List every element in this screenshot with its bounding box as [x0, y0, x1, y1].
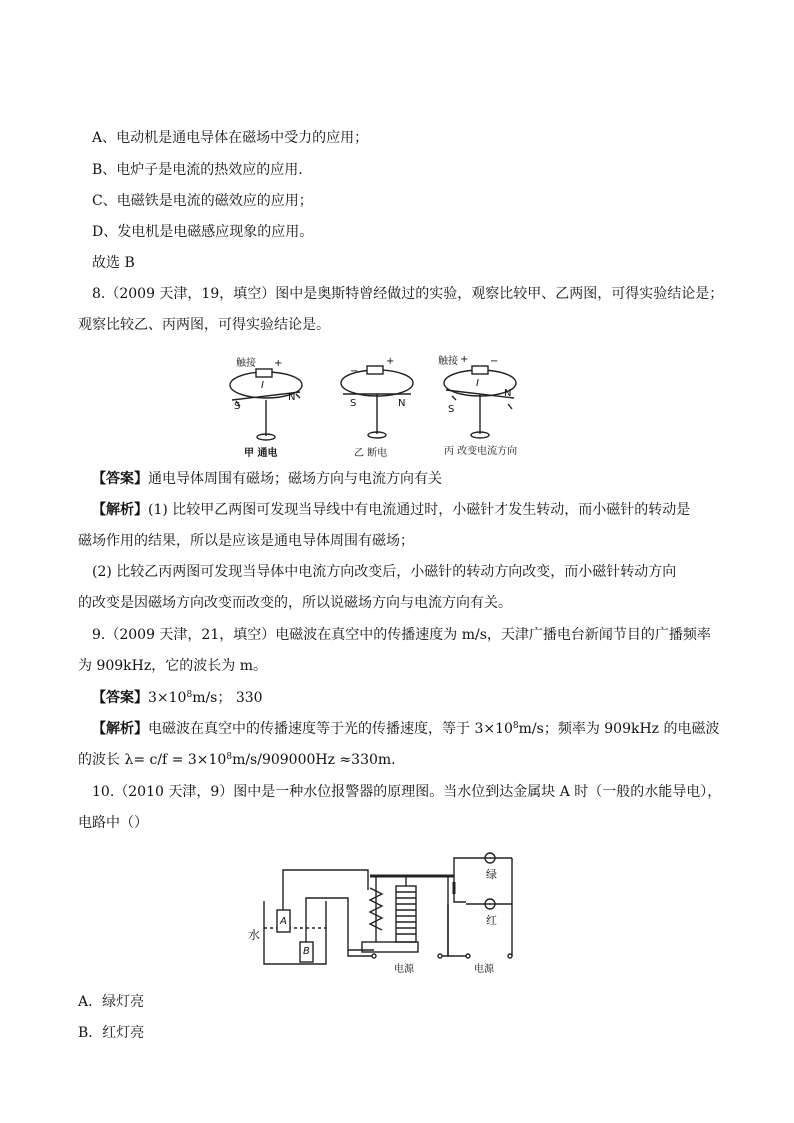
option-line-c: C、电磁铁是电流的磁效应的应用； [92, 193, 313, 209]
q9-analysis2-exp: 8 [226, 752, 233, 762]
fig10-water-label: 水 [248, 928, 261, 942]
fig10-block-b-label: B [303, 946, 310, 957]
fig8-current-label-3: I [476, 378, 479, 389]
fig8-n-label-3: N [504, 388, 512, 399]
q8-analysis-text1: (1) 比较甲乙两图可发现当导线中有电流通过时，小磁针才发生转动，而小磁针的转动是 [148, 502, 691, 518]
q10-stem-line2: 电路中（） [78, 815, 148, 831]
q9-analysis-line2 [78, 750, 396, 770]
q10-stem-line1: 10.（2010 天津，9）图中是一种水位报警器的原理图。当水位到达金属块 A 时（一般的水能导电）， [92, 784, 722, 800]
fig8-caption-bing: 丙 改变电流方向 [444, 446, 518, 457]
fig8-touch-label-3: 触接 [438, 356, 458, 367]
q9-answer-pre: 3×10 [148, 690, 187, 706]
fig8-s-label-1: S [234, 401, 241, 412]
q9-stem-line1: 9.（2009 天津，21，填空）电磁波在真空中的传播速度为 m/s，天津广播电台新闻节目的广播频率 [92, 627, 711, 643]
fig10-red-label: 红 [486, 914, 497, 927]
q9-answer-tag: 【答案】 [92, 690, 148, 706]
fig8-caption-jia: 甲 通电 [244, 448, 278, 459]
fig10-green-label: 绿 [486, 868, 497, 881]
fig8-plus-2: + [386, 356, 395, 367]
q8-answer-tag: 【答案】 [92, 471, 148, 487]
q10-option-b: B．红灯亮 [78, 1025, 145, 1041]
fig8-touch-label-1: 触接 [236, 358, 256, 369]
option-line-a: A、电动机是通电导体在磁场中受力的应用； [92, 130, 369, 146]
fig8-minus-2: − [350, 366, 359, 377]
oersted-experiment-figure [226, 352, 556, 458]
q8-analysis-line1 [92, 500, 690, 520]
fig8-n-label-2: N [398, 398, 406, 409]
q9-answer-line [92, 688, 263, 708]
q9-answer-post: m/s； 330 [192, 690, 263, 706]
q9-analysis-tag: 【解析】 [92, 721, 148, 737]
fig10-power-label-2: 电源 [474, 964, 494, 975]
q8-answer-text: 通电导体周围有磁场；磁场方向与电流方向有关 [148, 471, 442, 487]
q9-analysis1-pre: 电磁波在真空中的传播速度等于光的传播速度，等于 3×10 [148, 721, 513, 737]
q8-stem-line1: 8.（2009 天津，19，填空）图中是奥斯特曾经做过的实验，观察比较甲、乙两图，可得实验结论是； [92, 286, 724, 302]
q8-analysis-tag: 【解析】 [92, 502, 148, 518]
q9-stem-line2: 为 909kHz，它的波长为 m。 [78, 658, 267, 674]
q8-stem-line2: 观察比较乙、丙两图，可得实验结论是。 [78, 317, 330, 333]
answer-select-line: 故选 B [92, 255, 135, 271]
q9-answer-exp: 8 [186, 690, 193, 700]
fig8-plus-3: + [460, 354, 469, 365]
fig8-plus-1: + [274, 358, 283, 369]
water-alarm-svg [244, 846, 554, 976]
fig8-caption-yi: 乙 断电 [354, 448, 388, 459]
fig8-s-label-3: S [448, 404, 455, 415]
fig8-s-label-2: S [350, 398, 357, 409]
option-line-d: D、发电机是电磁感应现象的应用。 [92, 224, 314, 240]
q9-analysis2-pre: 的波长 λ= c/f = 3×10 [78, 752, 227, 768]
q10-option-a: A．绿灯亮 [78, 994, 145, 1010]
fig10-block-a-label: A [280, 916, 287, 927]
q8-analysis-line4: 的改变是因磁场方向改变而改变的，所以说磁场方向与电流方向有关。 [78, 595, 512, 611]
fig10-power-label-1: 电源 [394, 964, 414, 975]
fig8-current-label-1: I [261, 380, 264, 391]
q9-analysis2-post: m/s/909000Hz ≈330m. [232, 752, 396, 768]
q9-analysis1-post: m/s；频率为 909kHz 的电磁波 [518, 721, 720, 737]
q8-answer-line [92, 469, 442, 489]
option-line-b: B、电炉子是电流的热效应的应用. [92, 162, 303, 178]
q9-analysis-line1 [92, 719, 720, 739]
q8-analysis-line2: 磁场作用的结果，所以是应该是通电导体周围有磁场； [78, 533, 414, 549]
water-alarm-figure [244, 846, 554, 976]
fig8-n-label-1: N [288, 392, 296, 403]
q8-analysis-line3: (2) 比较乙丙两图可发现当导体中电流方向改变后，小磁针的转动方向改变，而小磁针转动方向 [92, 564, 677, 580]
q9-analysis1-exp: 8 [512, 721, 519, 731]
fig8-minus-3: − [490, 356, 499, 367]
